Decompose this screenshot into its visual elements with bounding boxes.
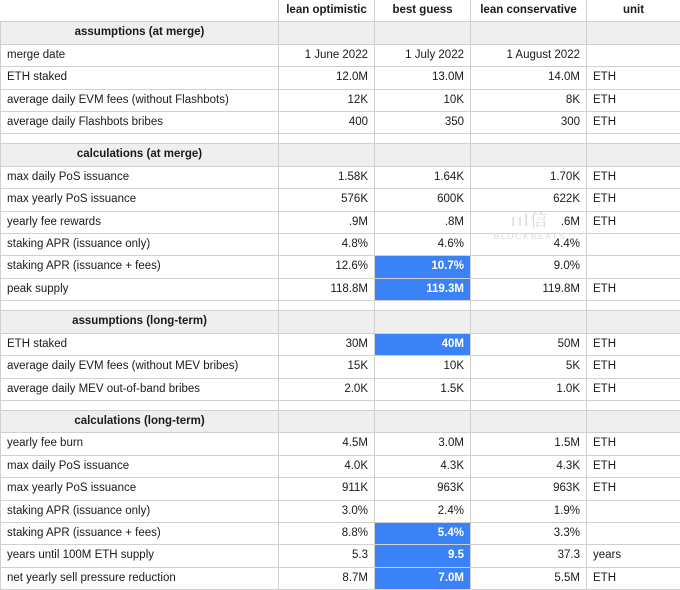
cell-optimistic: 12.6% [279, 256, 375, 278]
row-label: max yearly PoS issuance [1, 478, 279, 500]
cell-conservative: 14.0M [471, 67, 587, 89]
cell-unit [587, 522, 680, 544]
spacer-cell [1, 301, 279, 311]
section-header-empty-cell [587, 144, 680, 166]
cell-optimistic: 30M [279, 333, 375, 355]
spacer-cell [375, 400, 471, 410]
cell-best: 4.6% [375, 234, 471, 256]
watermark-mark: ııl信 [470, 206, 590, 231]
section-header-row [1, 311, 680, 333]
cell-optimistic: 3.0% [279, 500, 375, 522]
row-label: staking APR (issuance only) [1, 500, 279, 522]
cell-unit: ETH [587, 356, 680, 378]
table-row [1, 234, 680, 256]
row-label: max daily PoS issuance [1, 455, 279, 477]
cell-optimistic: .9M [279, 211, 375, 233]
cell-optimistic: 5.3 [279, 545, 375, 567]
cell-conservative: 1 August 2022 [471, 44, 587, 66]
cell-conservative: 8K [471, 89, 587, 111]
cell-unit: ETH [587, 189, 680, 211]
cell-unit: ETH [587, 166, 680, 188]
cell-best: 3.0M [375, 433, 471, 455]
row-label: merge date [1, 44, 279, 66]
table-row [1, 256, 680, 278]
spacer-cell [279, 134, 375, 144]
cell-conservative: 300 [471, 112, 587, 134]
table-row [1, 333, 680, 355]
section-header-empty-cell [279, 144, 375, 166]
cell-optimistic: 4.0K [279, 455, 375, 477]
cell-optimistic: 2.0K [279, 378, 375, 400]
section-header-empty-cell [375, 22, 471, 44]
cell-conservative: 1.0K [471, 378, 587, 400]
cell-conservative: 119.8M [471, 278, 587, 300]
table-row [1, 455, 680, 477]
cell-unit [587, 234, 680, 256]
section-header-empty-cell [471, 22, 587, 44]
table-row [1, 478, 680, 500]
table-row [1, 522, 680, 544]
cell-optimistic: 911K [279, 478, 375, 500]
cell-best: 963K [375, 478, 471, 500]
cell-optimistic: 1.58K [279, 166, 375, 188]
section-header-empty-cell [471, 410, 587, 432]
column-header-unit: unit [587, 0, 680, 22]
row-label: net yearly sell pressure reduction [1, 567, 279, 589]
section-header-empty-cell [587, 311, 680, 333]
section-header-empty-cell [375, 410, 471, 432]
cell-optimistic: 15K [279, 356, 375, 378]
cell-best: 1.5K [375, 378, 471, 400]
cell-unit [587, 500, 680, 522]
spacer-cell [1, 400, 279, 410]
table-row [1, 67, 680, 89]
cell-conservative: .6M [471, 211, 587, 233]
cell-optimistic: 118.8M [279, 278, 375, 300]
row-label: ETH staked [1, 333, 279, 355]
spacer-cell [279, 400, 375, 410]
section-header-empty-cell [471, 311, 587, 333]
table-row [1, 166, 680, 188]
cell-unit: ETH [587, 567, 680, 589]
spacer-cell [587, 400, 680, 410]
spacer-cell [1, 134, 279, 144]
table-row [1, 433, 680, 455]
row-label: average daily MEV out-of-band bribes [1, 378, 279, 400]
row-label: average daily Flashbots bribes [1, 112, 279, 134]
cell-conservative: 50M [471, 333, 587, 355]
section-header-empty-cell [587, 410, 680, 432]
cell-optimistic: 4.5M [279, 433, 375, 455]
section-header-empty-cell [587, 22, 680, 44]
section-header-empty-cell [279, 22, 375, 44]
section-header-empty-cell [279, 311, 375, 333]
cell-best: 4.3K [375, 455, 471, 477]
row-label: yearly fee rewards [1, 211, 279, 233]
section-title: assumptions (at merge) [1, 22, 279, 44]
cell-conservative: 5.5M [471, 567, 587, 589]
section-title: calculations (at merge) [1, 144, 279, 166]
cell-unit: ETH [587, 89, 680, 111]
table-row [1, 89, 680, 111]
cell-best: 13.0M [375, 67, 471, 89]
section-title: assumptions (long-term) [1, 311, 279, 333]
row-label: years until 100M ETH supply [1, 545, 279, 567]
section-header-row [1, 410, 680, 432]
table-row [1, 567, 680, 589]
section-header-row [1, 22, 680, 44]
column-header-best: best guess [375, 0, 471, 22]
spacer-cell [471, 134, 587, 144]
section-header-empty-cell [279, 410, 375, 432]
cell-best: 2.4% [375, 500, 471, 522]
spacer-cell [471, 400, 587, 410]
cell-best: 350 [375, 112, 471, 134]
cell-best: 600K [375, 189, 471, 211]
cell-conservative: 3.3% [471, 522, 587, 544]
column-header-label [1, 0, 279, 22]
spacer-cell [375, 301, 471, 311]
cell-unit [587, 44, 680, 66]
cell-conservative: 1.9% [471, 500, 587, 522]
cell-best: 1.64K [375, 166, 471, 188]
row-label: peak supply [1, 278, 279, 300]
row-spacer [1, 301, 680, 311]
cell-unit [587, 256, 680, 278]
table-row [1, 500, 680, 522]
cell-best: 9.5 [375, 545, 471, 567]
row-spacer [1, 400, 680, 410]
section-header-empty-cell [375, 311, 471, 333]
cell-best: 119.3M [375, 278, 471, 300]
section-header-row [1, 144, 680, 166]
cell-unit: ETH [587, 455, 680, 477]
watermark-subtitle: BLOCKBEATS [470, 232, 590, 241]
section-header-empty-cell [471, 144, 587, 166]
cell-optimistic: 400 [279, 112, 375, 134]
cell-unit: ETH [587, 278, 680, 300]
cell-conservative: 963K [471, 478, 587, 500]
cell-conservative: 4.3K [471, 455, 587, 477]
cell-best: 1 July 2022 [375, 44, 471, 66]
table-row [1, 44, 680, 66]
cell-optimistic: 8.7M [279, 567, 375, 589]
spacer-cell [471, 301, 587, 311]
cell-conservative: 4.4% [471, 234, 587, 256]
cell-unit: ETH [587, 211, 680, 233]
table-row [1, 545, 680, 567]
row-label: staking APR (issuance + fees) [1, 522, 279, 544]
cell-optimistic: 576K [279, 189, 375, 211]
cell-best: 10K [375, 89, 471, 111]
row-label: average daily EVM fees (without Flashbots) [1, 89, 279, 111]
cell-best: 40M [375, 333, 471, 355]
column-header-row [1, 0, 680, 22]
row-label: yearly fee burn [1, 433, 279, 455]
cell-best: 7.0M [375, 567, 471, 589]
row-label: max daily PoS issuance [1, 166, 279, 188]
section-header-empty-cell [375, 144, 471, 166]
cell-conservative: 1.5M [471, 433, 587, 455]
cell-best: 5.4% [375, 522, 471, 544]
cell-unit: ETH [587, 433, 680, 455]
cell-best: 10K [375, 356, 471, 378]
section-title: calculations (long-term) [1, 410, 279, 432]
cell-unit: ETH [587, 67, 680, 89]
table-row [1, 278, 680, 300]
row-label: staking APR (issuance + fees) [1, 256, 279, 278]
cell-optimistic: 8.8% [279, 522, 375, 544]
spacer-cell [587, 134, 680, 144]
cell-conservative: 37.3 [471, 545, 587, 567]
cell-optimistic: 12.0M [279, 67, 375, 89]
row-label: max yearly PoS issuance [1, 189, 279, 211]
cell-unit: ETH [587, 378, 680, 400]
row-label: ETH staked [1, 67, 279, 89]
cell-optimistic: 4.8% [279, 234, 375, 256]
row-label: average daily EVM fees (without MEV bribes) [1, 356, 279, 378]
cell-optimistic: 12K [279, 89, 375, 111]
cell-unit: ETH [587, 478, 680, 500]
table-body [1, 0, 680, 590]
cell-conservative: 1.70K [471, 166, 587, 188]
cell-optimistic: 1 June 2022 [279, 44, 375, 66]
cell-conservative: 622K [471, 189, 587, 211]
spacer-cell [375, 134, 471, 144]
cell-conservative: 5K [471, 356, 587, 378]
cell-unit: years [587, 545, 680, 567]
table-row [1, 356, 680, 378]
column-header-optimistic: lean optimistic [279, 0, 375, 22]
cell-unit: ETH [587, 333, 680, 355]
row-label: staking APR (issuance only) [1, 234, 279, 256]
column-header-conservative: lean conservative [471, 0, 587, 22]
cell-conservative: 9.0% [471, 256, 587, 278]
cell-best: .8M [375, 211, 471, 233]
row-spacer [1, 134, 680, 144]
spacer-cell [279, 301, 375, 311]
table-row [1, 211, 680, 233]
table-row [1, 189, 680, 211]
table-row [1, 378, 680, 400]
cell-unit: ETH [587, 112, 680, 134]
table-row [1, 112, 680, 134]
cell-best: 10.7% [375, 256, 471, 278]
spacer-cell [587, 301, 680, 311]
